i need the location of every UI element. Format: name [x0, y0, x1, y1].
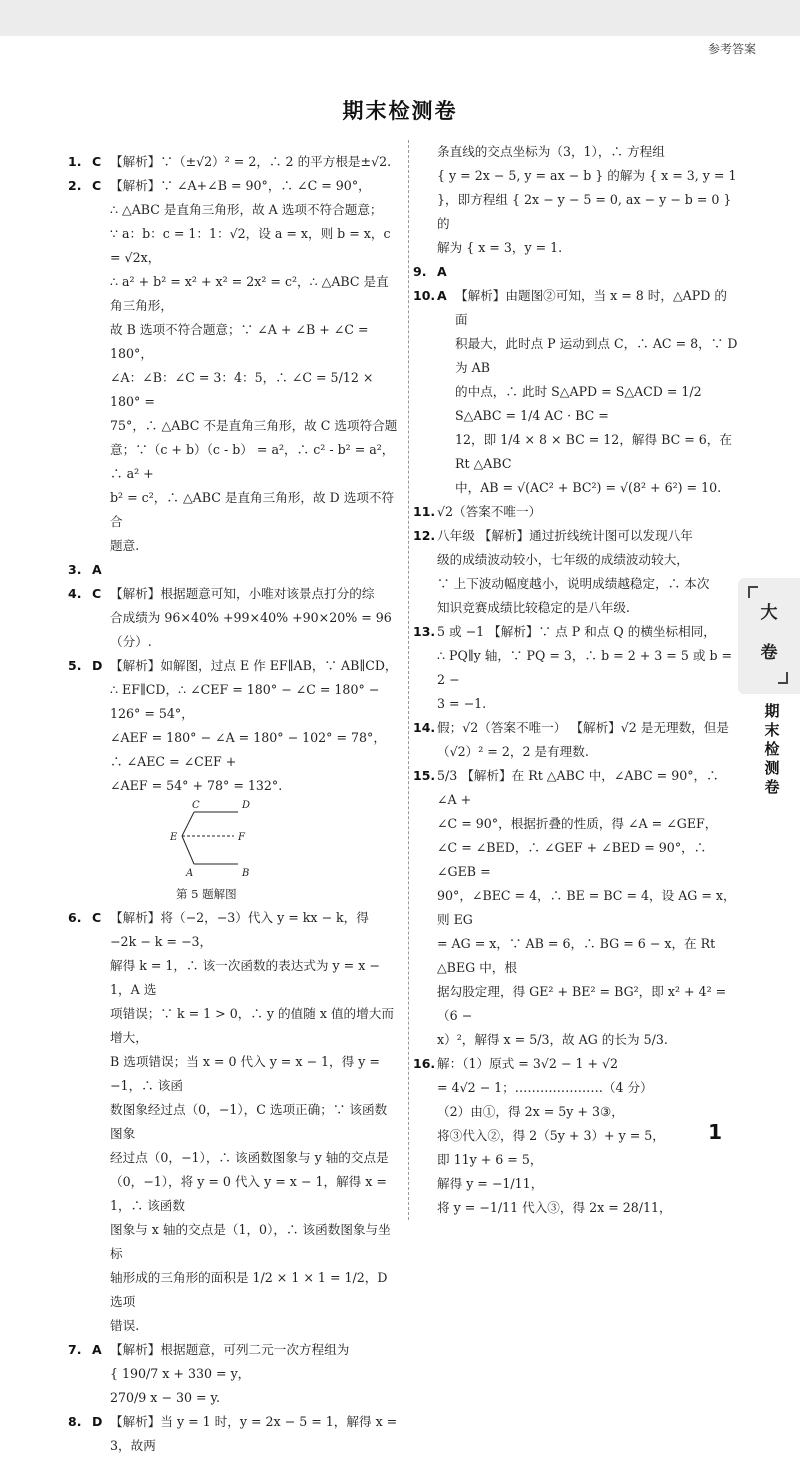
answer-line: 积最大，此时点 P 运动到点 C，∴ AC = 8，∵ D 为 AB	[455, 336, 738, 375]
answer-line: ∴ EF∥CD，∴ ∠CEF = 180° − ∠C = 180° − 126° = 54°，	[110, 682, 380, 721]
answer-line: 【解析】将（−2，−3）代入 y = kx − k，得 −2k − k = −3，	[110, 910, 369, 949]
geometry-figure	[158, 800, 268, 878]
question-number: 15.	[413, 768, 436, 783]
question-number: 1.	[68, 154, 82, 169]
question-number: 5.	[68, 658, 82, 673]
answer-body	[437, 764, 739, 1052]
top-strip	[0, 0, 800, 36]
answer-item	[68, 654, 398, 798]
answer-item	[413, 716, 739, 764]
answer-line: = AG = x，∵ AB = 6，∴ BG = 6 − x，在 Rt △BEG 中，根	[437, 936, 716, 975]
answer-line: 90°，∠BEC = 4，∴ BE = BC = 4，设 AG = x，则 EG	[437, 888, 736, 927]
answer-item	[413, 500, 739, 524]
answer-line: ∠AEF = 54° + 78° = 132°.	[110, 778, 283, 793]
point-label: C	[192, 800, 200, 811]
answer-line: 项错误；∵ k = 1 > 0，∴ y 的值随 x 值的增大而增大，	[110, 1006, 394, 1045]
question-number	[413, 140, 437, 260]
answer-line: 图象与 x 轴的交点是（1，0），∴ 该函数图象与坐标	[110, 1222, 391, 1261]
answer-line: 假；√2（答案不唯一） 【解析】√2 是无理数，但是	[437, 720, 729, 735]
answer-letter: A	[92, 562, 102, 577]
answer-item	[68, 582, 398, 654]
answer-line: 意；∵（c + b）（c - b） = a²，∴ c² - b² = a²，∴ a² +	[110, 442, 395, 481]
answer-line: 3 = −1.	[437, 696, 487, 711]
answer-line: 解：（1）原式 = 3√2 − 1 + √2	[437, 1056, 619, 1071]
line-ce	[182, 812, 194, 836]
answer-body	[110, 558, 398, 582]
answer-line: 解得 y = −1/11，	[437, 1176, 544, 1191]
answer-line: ∴ △ABC 是直角三角形，故 A 选项不符合题意；	[110, 202, 383, 217]
answer-body	[455, 284, 739, 500]
answer-item	[413, 284, 739, 500]
question-number: 3.	[68, 562, 82, 577]
answer-line: 数图象经过点（0，−1），C 选项正确；∵ 该函数图象	[110, 1102, 388, 1141]
answer-line: 的中点，∴ 此时 S△APD = S△ACD = 1/2 S△ABC = 1/4 AC · BC =	[455, 384, 702, 423]
answer-item	[413, 620, 739, 716]
answer-line: 轴形成的三角形的面积是 1/2 × 1 × 1 = 1/2，D 选项	[110, 1270, 388, 1309]
point-label: A	[186, 868, 194, 878]
answer-line: 级的成绩波动较小，七年级的成绩波动较大，	[437, 552, 689, 567]
answer-line: 将 y = −1/11 代入③，得 2x = 28/11，	[437, 1200, 672, 1215]
answer-line: ∠C = ∠BED，∴ ∠GEF + ∠BED = 90°，∴ ∠GEB =	[437, 840, 707, 879]
answer-line: （0，−1），将 y = 0 代入 y = x − 1，解得 x = 1，∴ 该函数	[110, 1174, 387, 1213]
answer-body	[437, 716, 739, 764]
answer-letter: C	[92, 586, 102, 601]
answer-body	[110, 654, 398, 798]
question-number: 4.	[68, 586, 82, 601]
answer-line: 错误.	[110, 1318, 140, 1333]
answer-line: B 选项错误；当 x = 0 代入 y = x − 1，得 y = −1，∴ 该函	[110, 1054, 380, 1093]
answer-line: 合成绩为 96×40% +99×40% +90×20% = 96（分）.	[110, 610, 392, 649]
side-tab-char-1: 大	[760, 603, 778, 623]
answer-item	[68, 906, 398, 1338]
answer-line: ∴ PQ∥y 轴，∵ PQ = 3，∴ b = 2 + 3 = 5 或 b = 2 −	[437, 648, 733, 687]
answer-item	[413, 1052, 739, 1220]
answer-line: 【解析】∵ ∠A+∠B = 90°，∴ ∠C = 90°，	[110, 178, 371, 193]
answer-line: { y = 2x − 5, y = ax − b } 的解为 { x = 3, y = 1 }，即方程组 { 2x − y − 5 = 0, ax − y − b = 0 } 的	[437, 168, 737, 231]
answer-body	[437, 500, 739, 524]
question-number: 10.	[413, 288, 436, 303]
answer-body	[110, 174, 398, 558]
answer-body	[437, 524, 739, 620]
answer-line: 中，AB = √(AC² + BC²) = √(8² + 6²) = 10.	[455, 480, 722, 495]
answer-letter: D	[92, 658, 103, 673]
answer-line: 题意.	[110, 538, 140, 553]
answer-line: 八年级 【解析】通过折线统计图可以发现八年	[437, 528, 693, 543]
answer-line: （2）由①，得 2x = 5y + 3③，	[437, 1104, 624, 1119]
answer-line: ∠A：∠B：∠C = 3：4：5，∴ ∠C = 5/12 × 180° =	[110, 370, 374, 409]
question-number: 9.	[413, 264, 427, 279]
answer-body	[110, 150, 398, 174]
side-vertical-label: 期末检测卷	[764, 702, 780, 796]
answer-body	[110, 582, 398, 654]
question-number: 12.	[413, 528, 436, 543]
answer-item	[68, 1338, 398, 1410]
left-column	[68, 150, 398, 1458]
answer-item	[413, 260, 739, 284]
answer-line: 经过点（0，−1），∴ 该函数图象与 y 轴的交点是	[110, 1150, 389, 1165]
answer-line: ∵ 上下波动幅度越小，说明成绩越稳定，∴ 本次	[437, 576, 710, 591]
answer-line: ∵ a：b：c = 1：1：√2，设 a = x，则 b = x，c = √2x，	[110, 226, 391, 265]
answer-line: ∠AEF = 180° − ∠A = 180° − 102° = 78°，∴ ∠AEC = ∠CEF +	[110, 730, 386, 769]
answer-line: 据勾股定理，得 GE² + BE² = BG²，即 x² + 4² = （6 −	[437, 984, 727, 1023]
answer-letter: A	[437, 264, 447, 279]
question-number: 2.	[68, 178, 82, 193]
answer-line: 解得 k = 1，∴ 该一次函数的表达式为 y = x − 1，A 选	[110, 958, 380, 997]
answer-body	[437, 1052, 739, 1220]
answer-letter: A	[92, 1342, 102, 1357]
question-number: 13.	[413, 624, 436, 639]
answer-line: 【解析】根据题意，可列二元一次方程组为	[110, 1342, 350, 1357]
answer-line: 解为 { x = 3，y = 1.	[437, 240, 563, 255]
answer-body	[437, 140, 739, 260]
answer-line: √2（答案不唯一）	[437, 504, 542, 519]
side-tab[interactable]	[738, 578, 800, 694]
answer-line: 75°，∴ △ABC 不是直角三角形，故 C 选项符合题	[110, 418, 398, 433]
side-tab-char-2: 卷	[760, 643, 778, 663]
figure-block	[68, 800, 398, 906]
answer-item	[68, 174, 398, 558]
point-label: F	[238, 832, 245, 843]
page-title: 期末检测卷	[342, 99, 458, 123]
figure-caption: 第 5 题解图	[176, 887, 237, 901]
answer-body	[437, 620, 739, 716]
answer-item	[413, 524, 739, 620]
answer-line: 5/3 【解析】在 Rt △ABC 中，∠ABC = 90°，∴ ∠A +	[437, 768, 719, 807]
answer-line: 5 或 −1 【解析】∵ 点 P 和点 Q 的横坐标相同，	[437, 624, 716, 639]
question-number: 11.	[413, 504, 436, 519]
answer-letter: C	[92, 154, 102, 169]
answer-line: x）²，解得 x = 5/3，故 AG 的长为 5/3.	[437, 1032, 668, 1047]
answer-letter: D	[92, 1414, 103, 1429]
question-number: 6.	[68, 910, 82, 925]
header-label: 参考答案	[707, 42, 756, 56]
question-number: 7.	[68, 1342, 82, 1357]
answer-line: 将③代入②，得 2（5y + 3）+ y = 5，	[437, 1128, 665, 1143]
point-label: E	[170, 832, 178, 843]
answer-body	[110, 906, 398, 1338]
bracket-decor	[748, 586, 758, 598]
answer-letter: A	[437, 288, 447, 303]
answer-line: 知识竞赛成绩比较稳定的是八年级.	[437, 600, 630, 615]
page-number: 1	[708, 1120, 722, 1144]
answer-body	[110, 1410, 398, 1458]
answer-item	[68, 558, 398, 582]
answer-line: （√2）² = 2，2 是有理数.	[437, 744, 589, 759]
answer-line: b² = c²，∴ △ABC 是直角三角形，故 D 选项不符合	[110, 490, 395, 529]
answer-letter: C	[92, 910, 102, 925]
answer-line: 【解析】如解图，过点 E 作 EF∥AB，∵ AB∥CD，	[110, 658, 398, 673]
answer-item	[68, 150, 398, 174]
answer-line: 【解析】根据题意可知，小唯对该景点打分的综	[110, 586, 375, 601]
point-label: D	[242, 800, 251, 811]
answer-line: = 4√2 − 1；…………………（4 分）	[437, 1080, 653, 1095]
question-number: 14.	[413, 720, 436, 735]
answer-line: ∴ a² + b² = x² + x² = 2x² = c²，∴ △ABC 是直角三角形，	[110, 274, 389, 313]
answer-letter: C	[92, 178, 102, 193]
right-column	[408, 140, 739, 1220]
answer-line: 条直线的交点坐标为（3，1），∴ 方程组	[437, 144, 665, 159]
answer-body	[110, 1338, 398, 1410]
answer-item	[413, 764, 739, 1052]
answer-line: 270/9 x − 30 = y.	[110, 1390, 220, 1405]
answer-line: 【解析】由题图②可知，当 x = 8 时，△APD 的面	[455, 288, 727, 327]
answer-line: 故 B 选项不符合题意；∵ ∠A + ∠B + ∠C = 180°，	[110, 322, 369, 361]
answer-line: { 190/7 x + 330 = y，	[110, 1366, 251, 1381]
line-ea	[182, 836, 194, 864]
answer-line: 12，即 1/4 × 8 × BC = 12，解得 BC = 6，在 Rt △ABC	[455, 432, 732, 471]
answer-line: 【解析】当 y = 1 时，y = 2x − 5 = 1，解得 x = 3，故两	[110, 1414, 398, 1453]
answer-line: 【解析】∵（±√2）² = 2，∴ 2 的平方根是±√2.	[110, 154, 392, 169]
question-number: 16.	[413, 1056, 436, 1071]
point-label: B	[242, 868, 250, 878]
bracket-decor	[778, 672, 788, 684]
answer-item	[413, 140, 739, 260]
answer-item	[68, 1410, 398, 1458]
answer-body	[455, 260, 739, 284]
answer-line: 即 11y + 6 = 5，	[437, 1152, 543, 1167]
answer-line: ∠C = 90°，根据折叠的性质，得 ∠A = ∠GEF，	[437, 816, 718, 831]
question-number: 8.	[68, 1414, 82, 1429]
